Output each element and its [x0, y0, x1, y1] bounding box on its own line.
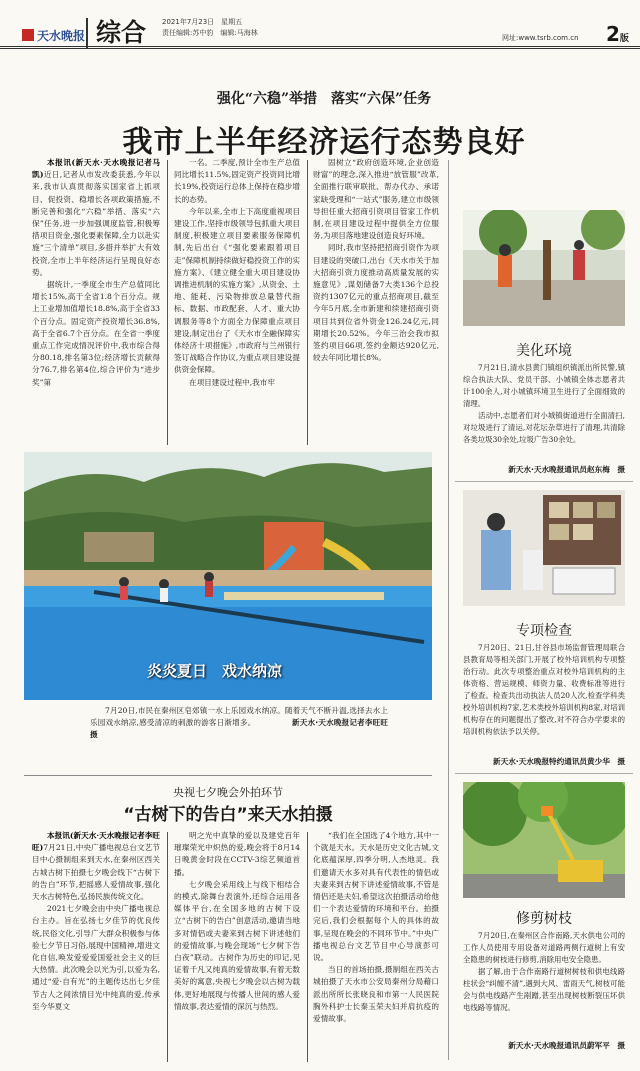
- qixi-paragraph: “我们在全国选了4个地方,其中一个就是天水。天水是历史文化古城,文化底蕴深厚,四季分明,人杰地灵。我们邀请天水多对具有代表性的情侣或夫妻来到古树下讲述爱情故事,不管是情侣还是夫妇,希望这次拍摄活动给他们一个表达爱情的环境和平台。拍摄完后,我们会根据每个人的具体的故事,呈现在晚会的不同环节中。”中央广播电视总台文艺节目中心导演彭可说。: [313, 831, 439, 963]
- lead-paragraph: 今年以来,全市上下高度重视项目建设工作,坚持市级领导包抓重大项目制度,积极建立项目要素服务保障机制,先后出台《“强化要素跟着项目走”保障机制持续做好稳投资工作的实施方案》、《建立健全重大项目建设协调推进机制的实施方案》,从资金、土地、能耗、污染物排放总量替代指标、数据、市政配套、人才、重大协调服务等8个方面全力保障重点项目建设,制定出台了《天水市全融保障实体经济十项措施》,市政府与兰州银行签订战略合作协议,为重点项目建设提供资金保障。: [174, 206, 300, 375]
- page-unit: 版: [619, 34, 629, 44]
- lead-paragraph: 近日,记者从市发改委获悉,今年以来,我市认真贯彻落实国家省上抓项目、促投资、稳增长各项政策措施,不断完善和强化“六稳”举措、落实“六保”任务,进一步加强调度监管,积极筹措项目资金,强化要素保障,全力以赴实施“三个清单”项目,多措并举扩大有效投资,全市上半年经济运行呈现良好态势。: [32, 170, 160, 277]
- inspection-illustration: [463, 490, 625, 606]
- sidebar-credit: 新天水·天水晚报特约通讯员黄少华 摄: [493, 757, 625, 766]
- inspection-photo: [463, 490, 625, 606]
- sidebar-title: 修剪树枝: [516, 911, 572, 927]
- section-name: 综合: [86, 18, 146, 48]
- lead-byline: 本报讯(新天水·天水晚报记者马凯): [32, 158, 160, 180]
- column-divider: [307, 832, 308, 1062]
- sidebar-paragraph: 7月21日,清水县黄门镇组织镇派出所民警,镇综合执法大队、党员干部、小城镇全体志愿者共计100余人,对小城镇环境卫生进行了全面细致的清理。: [463, 363, 625, 408]
- cleanup-photo: [463, 210, 625, 326]
- lead-subtitle: 强化“六稳”举措 落实“六保”任务: [216, 91, 432, 107]
- photo-credit: 新天水·天水晚报记者李旺旺 摄: [90, 718, 396, 739]
- qixi-headline: “古树下的告白”来天水拍摄: [123, 805, 333, 825]
- sidebar-title: 美化环境: [516, 343, 572, 359]
- sidebar-paragraph: 7月20日、21日,甘谷县市场监督管理局联合县教育局等相关部门,开展了校外培训机构专项整治行动。此次专项整治重点对校外培训机构的主体资格、营运规模、师资力量、收费标准等进行了检查。检查共出动执法人员20人次,检查学科类校外培训机构7家,艺术类校外培训机构8家,对培训机构存在的问题提出了整改,对不符合办学要求的培训机构依法予以关停。: [463, 643, 625, 736]
- sidebar-paragraph: 据了解,由于合作南路行道树树枝和供电线路柱状会“纠缠不清”,遇到大风、雷雨天气,树枝可能会与供电线路产生剐蹭,甚至出现树枝断裂压坏供电线路等情况。: [463, 967, 625, 1012]
- qixi-column-3: [313, 830, 439, 1063]
- lead-paragraph: 一名。二季度,预计全市生产总值同比增长11.5%,固定资产投资同比增长19%,投资运行总体上保持在稳步增长的态势。: [174, 158, 300, 204]
- qixi-paragraph: 7月21日,中央广播电视总台文艺节目中心摄制组来到天水,在秦州区西关古城古树下拍摄七夕晚会线下“古树下的告白”环节,把摇感人爱情故事,强化天水古树特色,弘扬民族传统文化。: [32, 843, 160, 902]
- brand-name: 天水晚报: [37, 29, 86, 43]
- sidebar-body: [463, 642, 625, 738]
- pool-caption: [90, 705, 396, 741]
- qixi-paragraph: 明之光中真挚的爱以及建党百年璀璨荣光中炽热的爱,晚会将于8月14日晚黄金时段在CCTV-3综艺频道首播。: [174, 831, 300, 877]
- sidebar-body: [463, 362, 625, 446]
- column-divider: [167, 160, 168, 445]
- cleanup-illustration: [463, 210, 625, 326]
- lead-paragraph: 在项目建设过程中,我市牢: [189, 377, 275, 387]
- column-divider: [307, 160, 308, 445]
- lead-paragraph: 固树立“政府创造环境,企业创造财富”的理念,深入推进“放管服”改革,全面推行联审联批、帮办代办、承诺家缺受理和“一站式”服务,建立市级领导担任重大招商引资项目管家工作机制,在项目建设过程中提供全方位服务,为项目落地建设创造良好环境。: [313, 158, 439, 241]
- sidebar-divider: [448, 160, 449, 1060]
- qixi-paragraph: 当日的首场拍摄,摄制组在西关古城拍摄了天水市公安局秦州分局藉口派出所所长张晓良和市第一人民医院胸外科护士长秦玉荣夫妇并肩抗疫的爱情故事。: [313, 965, 439, 1024]
- lead-column-3: [313, 157, 439, 447]
- sidebar-body: [463, 930, 625, 1014]
- qixi-column-2: [174, 830, 300, 1063]
- photo-banner: 炎炎夏日 戏水纳凉: [147, 662, 283, 680]
- lead-column-2: [174, 157, 300, 447]
- masthead: [0, 0, 640, 49]
- editor-line: 责任编辑:苏中豹 编辑:马海林: [162, 29, 258, 37]
- tree-trimming-illustration: [463, 782, 625, 898]
- site-url[interactable]: 网址:www.tsrb.com.cn: [502, 34, 579, 42]
- sidebar-paragraph: 7月20日,在秦州区合作南路,天水供电公司的工作人员使用专用设备对道路两侧行道树上有安全隐患的树枝进行修剪,消除用电安全隐患。: [463, 931, 625, 964]
- column-divider: [167, 832, 168, 1062]
- brand-logo-icon: [22, 29, 34, 41]
- sidebar-separator: [455, 773, 633, 774]
- section-divider: [24, 775, 432, 776]
- qixi-byline: 本报讯(新天水·天水晚报记者李旺旺): [32, 831, 160, 853]
- qixi-paragraph: 2021七夕晚会由中央广播电视总台主办。旨在弘扬七夕佳节的优良传统,民俗文化,引导广大群众积极参与体验七夕节日习俗,展现中国精神,增进文化自信,唤发爱爱爱国爱社会主义的巨大热情。此次晚会以光为引,以爱为名,通过“爱·自有光”的主题传达出七夕佳节古人之间浓情目光中纯真的爱,传承至今华夏文: [32, 904, 160, 1011]
- lead-paragraph: 同时,我市坚持把招商引资作为项目建设的突破口,出台《天水市关于加大招商引资力度推动高质量发展的实施意见》,谋划储备7大类136个总投资约1307亿元的重点招商项目,截至今年5月底,全市新建和续建招商引资项目共到位省外资金126.24亿元,同期增长20.52%。今年三治会我市拟签约项目66项,签约金额达920亿元,较去年同比增长8%。: [313, 243, 439, 363]
- sidebar-credit: 新天水·天水晚报通讯员赵东梅 摄: [508, 465, 625, 474]
- qixi-paragraph: 七夕晚会采用线上与线下相结合的模式,除舞台表演外,还综合运用各媒体平台,在全国多地的古树下设立“古树下的告白”创意活动,邀请当地多对情侣或夫妻来到古树下讲述他们的爱情故事,与晚会现场“七夕树下告白夜”联动。古树作为历史的印记,见证着千凡又纯真的爱情故事,有着无数美好的寓意,央视七夕晚会以古树为载体,更好地展现与传播人世间的感人爱情故事,表达爱情的深沉与热烈。: [174, 879, 300, 1011]
- issue-date: 2021年7月23日 星期五: [162, 18, 243, 26]
- caption-text: 7月20日,市民在秦州区皂郊镇一水上乐园戏水纳凉。随着天气不断升温,选择去水上乐园戏水纳凉,感受清凉的刺激的游客日渐增多。: [90, 706, 388, 727]
- lead-column-1: [32, 157, 160, 447]
- page-number: [606, 22, 629, 46]
- lead-paragraph: 据统计,一季度全市生产总值同比增长15%,高于全省1.8个百分点。规上工业增加值增长18.8%,高于全省33个百分点。固定资产投资增长36.8%,高于全省6.7个百分点。在全省一季度重点工作完成情况评价中,我市综合得分80.18,排名第3位;经济增长贡献得分76.7,排名第4位,综合评价为“进步奖”第: [32, 280, 160, 387]
- issue-meta: [162, 17, 258, 39]
- qixi-subtitle: 央视七夕晚会外拍环节: [173, 786, 283, 799]
- lead-headline: 我市上半年经济运行态势良好: [122, 125, 526, 160]
- newspaper-brand: [22, 27, 85, 44]
- tree-trimming-photo: [463, 782, 625, 898]
- qixi-column-1: [32, 830, 160, 1063]
- sidebar-separator: [455, 481, 633, 482]
- sidebar-title: 专项检查: [516, 623, 572, 639]
- sidebar-credit: 新天水·天水晚报通讯员蔚军平 摄: [508, 1041, 625, 1050]
- sidebar-paragraph: 活动中,志愿者们对小城镇街道进行全面清扫,对垃圾进行了清运,对花坛杂草进行了清理,共清除各类垃圾30余处,垃圾广告30余处。: [463, 411, 625, 444]
- page-number-value: 2: [606, 22, 620, 46]
- water-park-photo: [24, 452, 432, 700]
